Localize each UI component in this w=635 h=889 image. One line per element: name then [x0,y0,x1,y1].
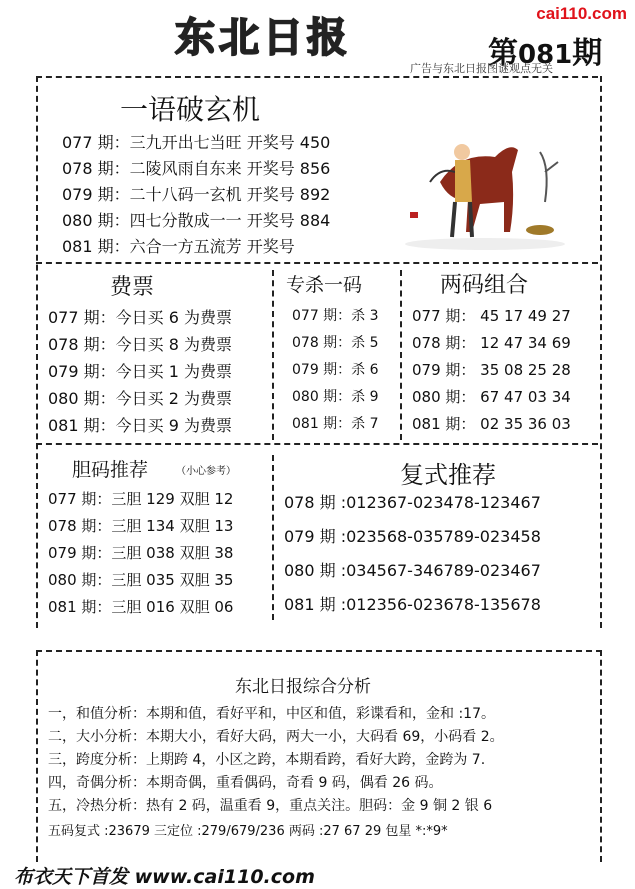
yiyu-row: 077 期：三九开出七当旺 开奖号 450 [62,133,331,152]
yiyu-row: 080 期：四七分散成一一 开奖号 884 [62,211,331,230]
feipiao-row: 078 期：今日买 8 为费票 [48,335,232,354]
danma-row: 081 期：三胆 016 双胆 06 [48,598,234,616]
analysis-row: 五，冷热分析：热有 2 码，温重看 9，重点关注。胆码：金 9 铜 2 银 6 [48,798,493,814]
masthead-title: 东北日报 [175,14,351,61]
disclaimer: 广告与东北日报图谜观点无关 [410,62,553,75]
feipiao-row: 079 期：今日买 1 为费票 [48,362,232,381]
analysis-row: 四，奇偶分析：本期奇偶，重看偶码，奇看 9 码，偶看 26 码。 [48,775,443,791]
yiyu-row: 079 期：二十八码一玄机 开奖号 892 [62,185,331,204]
footer-credit[interactable]: 布衣天下首发 www.cai110.com [14,866,315,888]
yiyu-title: 一语破玄机 [120,93,261,126]
danma-row: 078 期：三胆 134 双胆 13 [48,517,234,535]
column-divider [400,270,402,440]
issue-number: 081 [518,40,573,70]
liangma-row: 080 期： 67 47 03 34 [412,388,571,406]
zhuansha-row: 077 期：杀 3 [292,308,379,324]
frame-top-border [36,76,598,78]
danma-row: 077 期：三胆 129 双胆 12 [48,490,234,508]
section-divider [36,262,598,264]
liangma-title: 两码组合 [440,273,529,298]
issue-prefix: 第 [488,36,518,71]
yiyu-row: 081 期：六合一方五流芳 开奖号 [62,237,295,256]
zhuansha-row: 080 期：杀 9 [292,389,379,405]
column-divider [272,455,274,620]
zhuansha-row: 079 期：杀 6 [292,362,379,378]
analysis-row: 三，跨度分析：上期跨 4，小区之跨，本期看跨，看好大跨，金跨为 7. [48,752,486,768]
section-divider [36,443,598,445]
analysis-row: 五码复式 :23679 三定位 :279/679/236 两码 :27 67 29 包星 *:*9* [48,824,448,839]
fushi-row: 079 期 :023568-035789-023458 [284,527,541,546]
feipiao-row: 080 期：今日买 2 为费票 [48,389,232,408]
person-with-horse-illustration [400,112,570,252]
liangma-row: 078 期： 12 47 34 69 [412,334,571,352]
zhuansha-row: 078 期：杀 5 [292,335,379,351]
fushi-row: 080 期 :034567-346789-023467 [284,561,541,580]
zhuansha-title: 专杀一码 [286,274,363,296]
feipiao-row: 081 期：今日买 9 为费票 [48,416,232,435]
site-logo[interactable]: cai110.com [536,4,627,23]
liangma-row: 079 期： 35 08 25 28 [412,361,571,379]
zhuansha-row: 081 期：杀 7 [292,416,379,432]
fushi-row: 081 期 :012356-023678-135678 [284,595,541,614]
analysis-row: 二，大小分析：本期大小，看好大码，两大一小，大码看 69，小码看 2。 [48,729,504,745]
feipiao-row: 077 期：今日买 6 为费票 [48,308,232,327]
fushi-row: 078 期 :012367-023478-123467 [284,493,541,512]
yiyu-row: 078 期：二陵风雨自东来 开奖号 856 [62,159,331,178]
analysis-row: 一，和值分析：本期和值，看好平和，中区和值，彩谍看和，金和 :17。 [48,706,495,722]
feipiao-title: 费票 [110,275,155,300]
liangma-row: 081 期： 02 35 36 03 [412,415,571,433]
column-divider [272,270,274,440]
danma-title: 胆码推荐 [72,459,149,481]
analysis-title: 东北日报综合分析 [235,677,371,697]
fushi-title: 复式推荐 [400,461,496,489]
liangma-row: 077 期： 45 17 49 27 [412,307,571,325]
danma-row: 079 期：三胆 038 双胆 38 [48,544,234,562]
danma-note: （小心参考） [176,466,236,477]
danma-row: 080 期：三胆 035 双胆 35 [48,571,234,589]
issue-suffix: 期 [572,36,603,71]
